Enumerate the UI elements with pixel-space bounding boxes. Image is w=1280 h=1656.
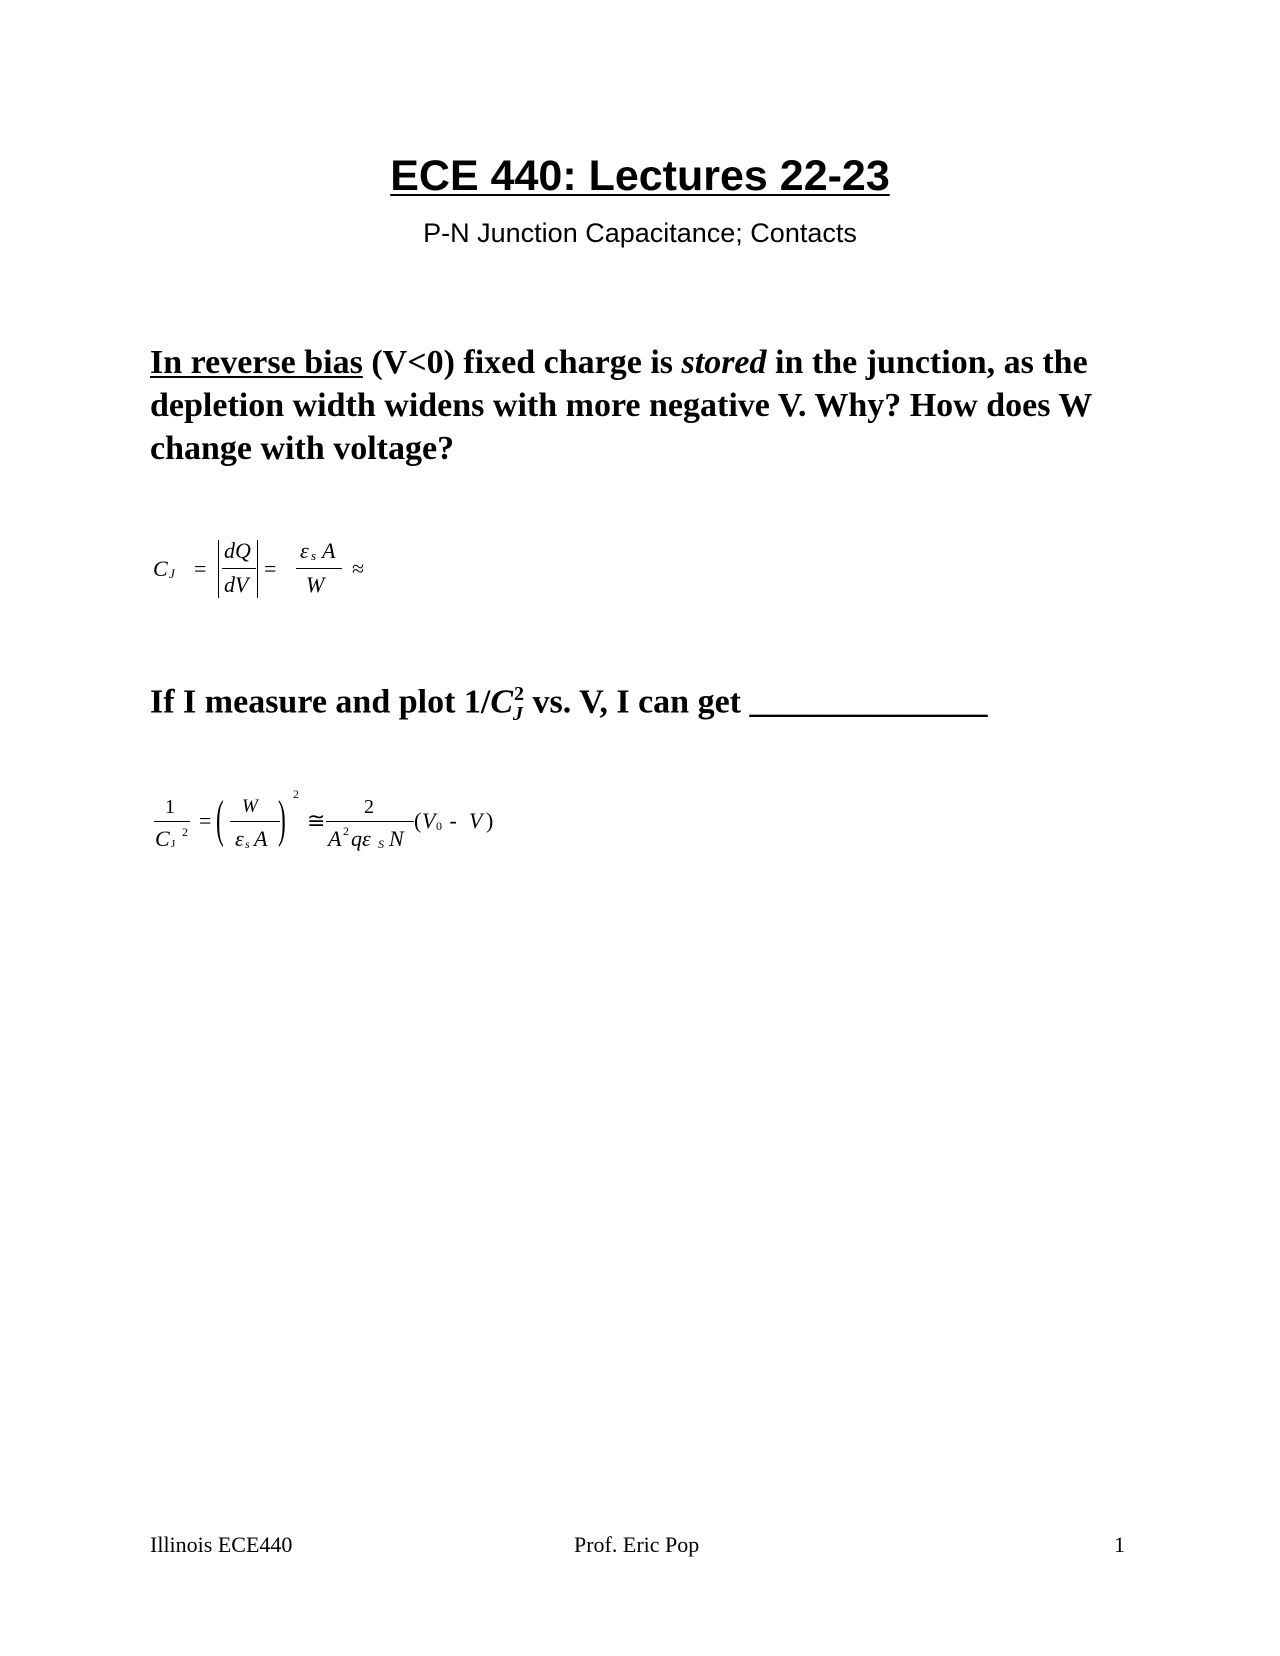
eq2-fraction-bar-left [154,821,190,822]
eq2-frac-den-q: qε [351,826,371,851]
equation-inverse-capacitance-squared [150,780,550,860]
eq2-frac-num: 2 [364,796,374,818]
eq1-num2-sub: s [311,548,317,563]
footer-page-number: 1 [1114,1532,1125,1557]
eq1-equals-1: = [194,556,207,581]
footer-author: Prof. Eric Pop [574,1532,700,1557]
paragraph-measure-plot [150,673,1150,736]
eq1-den1: dV [224,572,249,597]
paragraph2-sup: 2 [514,683,525,705]
eq1-fraction-bar-2 [296,568,342,569]
eq1-approx: ≈ [352,556,365,581]
eq2-den-sub: J [171,838,176,850]
paragraph2-part2: vs. V, I can get ______________ [524,683,988,721]
eq2-frac-den-sub: S [378,837,384,851]
eq2-tail-V0: V [422,808,436,833]
eq2-paren-den-A: A [254,826,268,851]
paragraph-reverse-bias [150,341,1150,470]
page-subtitle: P-N Junction Capacitance; Contacts [423,218,857,248]
eq2-fraction-bar-paren [230,821,280,822]
eq2-paren-right: ) [278,791,286,848]
eq2-tail-close: ) [486,808,494,833]
stored-emphasis: stored [681,344,767,381]
paragraph2-sub: J [513,703,524,726]
title-text: ECE 440: Lectures 22-23 [390,152,890,200]
eq1-lhs-sub: J [169,566,175,581]
eq1-lhs: C [153,556,168,581]
eq2-paren-den-sub: s [245,837,250,851]
eq2-frac-den-N: N [389,826,404,851]
eq1-equals-2: = [264,556,277,581]
eq2-den-C: C [155,826,170,851]
eq1-fraction-bar-1 [222,568,256,569]
eq1-num1: dQ [224,538,251,563]
page-title [0,150,1280,202]
eq2-paren-left: ( [216,791,224,848]
eq2-paren-num: W [242,796,258,817]
eq1-den2: W [306,572,325,597]
eq2-tail-V: V [469,808,483,833]
eq1-abs-right [257,540,258,598]
paragraph2-var: C [490,683,514,721]
paragraph2-part1: If I measure and plot 1/ [150,683,491,721]
paragraph1-part1: (V<0) fixed charge is [362,344,682,381]
eq2-equals: = [199,808,212,833]
eq2-fraction-bar-right [326,821,414,822]
eq2-frac-den-A: A [328,826,342,851]
eq1-num2-eps: ε [300,538,309,563]
eq2-outer-sup: 2 [293,787,299,801]
reverse-bias-lead: In reverse bias [150,344,363,381]
equation-junction-capacitance [150,530,410,610]
eq2-cong: ≅ [307,808,326,833]
eq1-num2-A: A [322,538,336,563]
eq2-tail-V0-sub: 0 [436,819,442,833]
eq1-abs-left [218,540,219,598]
eq2-tail-open: ( [414,808,422,833]
eq2-one: 1 [165,796,175,818]
footer-course: Illinois ECE440 [150,1532,293,1557]
eq2-paren-den-eps: ε [235,826,244,851]
paragraph1-part2: in the junction, as the depletion width widens with more negative V. Why? How does W change with voltage? [150,344,1092,467]
eq2-den-sup: 2 [182,825,188,839]
eq2-tail-minus: - [444,808,463,833]
eq2-frac-den-sup: 2 [343,824,349,838]
